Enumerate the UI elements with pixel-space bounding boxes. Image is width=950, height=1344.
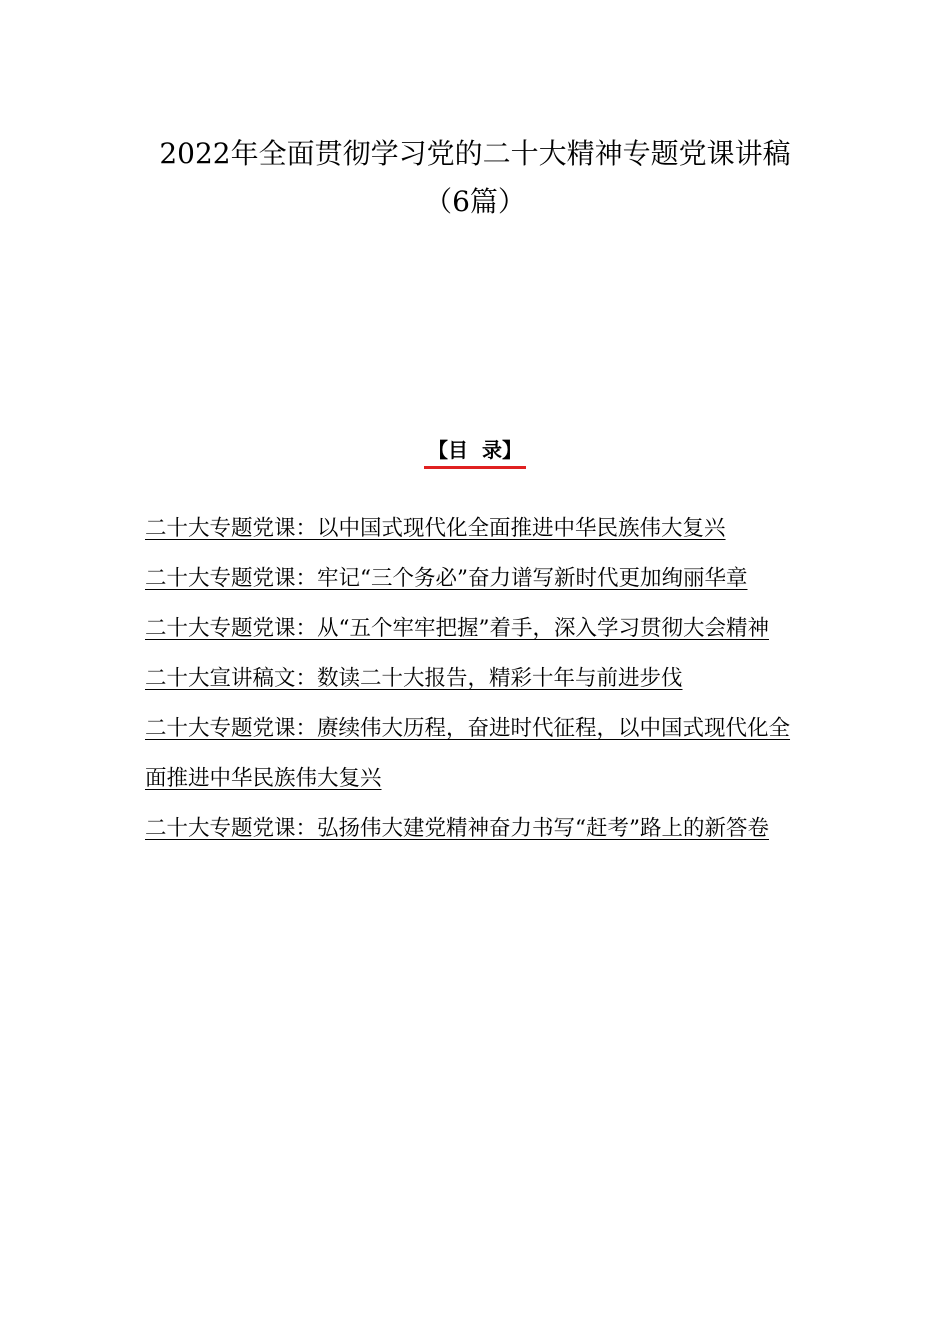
toc-link-2[interactable]: 二十大专题党课：牢记“三个务必”奋力谱写新时代更加绚丽华章 — [145, 566, 748, 591]
toc-link-5[interactable]: 二十大专题党课：赓续伟大历程，奋进时代征程，以中国式现代化全面推进中华民族伟大复兴 — [145, 716, 791, 791]
toc-link-3[interactable]: 二十大专题党课：从“五个牢牢把握”着手，深入学习贯彻大会精神 — [145, 616, 769, 641]
document-title-line-2: （6篇） — [424, 185, 526, 218]
document-title-line-1: 2022年全面贯彻学习党的二十大精神专题党课讲稿 — [159, 137, 791, 170]
toc-link-6[interactable]: 二十大专题党课：弘扬伟大建党精神奋力书写“赶考”路上的新答卷 — [145, 816, 769, 841]
toc-link-4[interactable]: 二十大宣讲稿文：数读二十大报告，精彩十年与前进步伐 — [145, 666, 683, 691]
table-of-contents — [145, 504, 805, 854]
toc-link-1[interactable]: 二十大专题党课：以中国式现代化全面推进中华民族伟大复兴 — [145, 516, 726, 541]
toc-heading-label: 【目 录】 — [424, 436, 526, 469]
toc-heading — [0, 436, 950, 469]
